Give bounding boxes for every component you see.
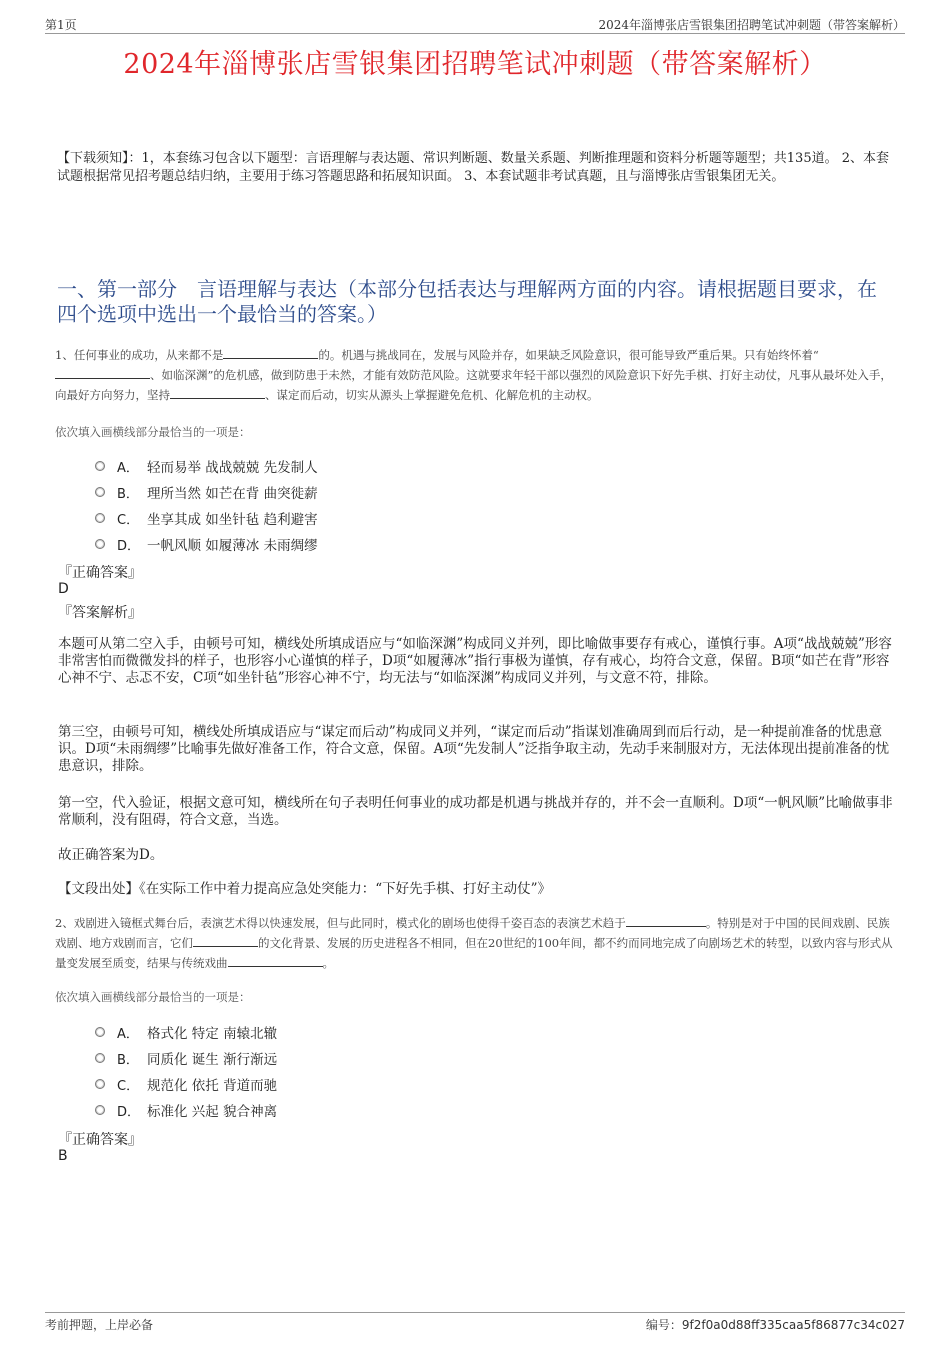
option-letter: D． xyxy=(117,538,141,554)
question-1-prompt: 依次填入画横线部分最恰当的一项是： xyxy=(55,425,251,439)
option-d[interactable] xyxy=(95,531,318,557)
option-a[interactable] xyxy=(95,453,318,479)
radio-icon[interactable] xyxy=(95,1027,105,1037)
analysis-paragraph: 第一空，代入验证，根据文意可知，横线所在句子表明任何事业的成功都是机遇与挑战并存的，并不会一直顺利。D项“一帆风顺”比喻做事非常顺利，没有阻碍，符合文意，当选。 xyxy=(58,795,893,828)
page-footer xyxy=(45,1312,905,1339)
analysis-paragraph: 本题可从第二空入手，由顿号可知，横线处所填成语应与“如临深渊”构成同义并列，即比喻做事要存有戒心，谨慎行事。A项“战战兢兢”形容非常害怕而微微发抖的样子，也形容小心谨慎的样子，D项“如履薄冰”指行事极为谨慎，存有戒心，均符合文意，保留。B项“如芒在背”形容心神不宁、忐忑不安，C项“如坐针毡”形容心神不宁，均无法与“如临深渊”构成同义并列，与文意不符，排除。 xyxy=(58,636,892,686)
fill-blank xyxy=(626,913,706,927)
option-text: 标准化 兴起 貌合神离 xyxy=(147,1104,278,1120)
option-c[interactable] xyxy=(95,1071,277,1097)
header-doc-title: 2024年淄博张店雪银集团招聘笔试冲刺题（带答案解析） xyxy=(598,18,905,32)
footer-code xyxy=(646,1316,905,1333)
page-number: 第1页 xyxy=(45,18,77,32)
option-letter: C． xyxy=(117,512,140,528)
answer-label: 『正确答案』 xyxy=(58,1132,142,1148)
q2-text-part: 。 xyxy=(322,956,334,970)
option-letter: A． xyxy=(117,1026,139,1042)
fill-blank xyxy=(193,933,258,947)
answer-label: 『正确答案』 xyxy=(58,565,142,581)
option-b[interactable] xyxy=(95,479,318,505)
question-1-text xyxy=(55,345,900,405)
radio-icon[interactable] xyxy=(95,487,105,497)
analysis-conclusion: 故正确答案为D。 xyxy=(58,847,164,863)
option-text: 规范化 依托 背道而驰 xyxy=(147,1078,278,1094)
radio-icon[interactable] xyxy=(95,461,105,471)
fill-blank xyxy=(223,345,318,359)
option-letter: B． xyxy=(117,1052,139,1068)
question-1-options xyxy=(95,453,318,557)
footer-code-label: 编号： xyxy=(645,1318,682,1332)
radio-icon[interactable] xyxy=(95,1105,105,1115)
q2-text-part: 的文化背景、发展的历史进程各不相同，但在20世纪的100年间，都不约而同地完成了向剧场艺术的转型，以致内容与形式从量变发展至质变，结果与传统戏曲 xyxy=(55,936,893,970)
option-text: 理所当然 如芒在背 曲突徙薪 xyxy=(147,486,318,502)
option-letter: B． xyxy=(117,486,139,502)
option-letter: D． xyxy=(117,1104,141,1120)
footer-slogan: 考前押题，上岸必备 xyxy=(45,1318,154,1332)
option-text: 格式化 特定 南辕北辙 xyxy=(147,1026,278,1042)
q1-text-part: 1、任何事业的成功，从来都不是 xyxy=(55,348,224,362)
q1-text-part: 、谋定而后动，切实从源头上掌握避免危机、化解危机的主动权。 xyxy=(265,388,599,402)
question-2-prompt: 依次填入画横线部分最恰当的一项是： xyxy=(55,990,251,1004)
page-title: 2024年淄博张店雪银集团招聘笔试冲刺题（带答案解析） xyxy=(123,49,827,80)
fill-blank xyxy=(228,953,323,967)
q2-text-part: 。特别是对于中国的民间戏剧、民族戏剧、地方戏剧而言，它们 xyxy=(55,916,890,950)
option-letter: C． xyxy=(117,1078,140,1094)
analysis-paragraph: 第三空，由顿号可知，横线处所填成语应与“谋定而后动”构成同义并列，“谋定而后动”指谋划准确周到而后行动，是一种提前准备的忧患意识。D项“未雨绸缪”比喻事先做好准备工作，符合文意，保留。A项“先发制人”泛指争取主动，先动手来制服对方，无法体现出提前准备的忧患意识，排除。 xyxy=(58,724,890,774)
fill-blank xyxy=(170,385,265,399)
source-citation: 【文段出处】《在实际工作中着力提高应急处突能力：“下好先手棋、打好主动仗”》 xyxy=(58,881,552,897)
question-2-options xyxy=(95,1019,277,1123)
q2-text-part: 2、戏剧进入镜框式舞台后，表演艺术得以快速发展，但与此同时，模式化的剧场也使得千姿百态的表演艺术趋于 xyxy=(55,916,626,930)
question-2-text xyxy=(55,913,900,973)
option-text: 一帆风顺 如履薄冰 未雨绸缪 xyxy=(147,538,318,554)
radio-icon[interactable] xyxy=(95,513,105,523)
radio-icon[interactable] xyxy=(95,1079,105,1089)
correct-answer: D xyxy=(58,581,69,597)
option-letter: A． xyxy=(117,460,139,476)
option-text: 轻而易举 战战兢兢 先发制人 xyxy=(147,460,318,476)
fill-blank xyxy=(55,365,150,379)
analysis-label: 『答案解析』 xyxy=(58,605,142,621)
radio-icon[interactable] xyxy=(95,539,105,549)
q1-text-part: 、如临深渊”的危机感，做到防患于未然，才能有效防范风险。这就要求年轻干部以强烈的风险意识下好先手棋、打好主动仗，凡事从最坏处入手，向最好方向努力，坚持 xyxy=(55,368,892,402)
option-c[interactable] xyxy=(95,505,318,531)
download-notice: 【下载须知】：1，本套练习包含以下题型：言语理解与表达题、常识判断题、数量关系题、判断推理题和资料分析题等题型；共135道。 2、本套试题根据常见招考题总结归纳，主要用于练习答题思路和拓展知识面。 3、本套试题非考试真题，且与淄博张店雪银集团无关。 xyxy=(57,151,889,184)
q1-text-part: 的。机遇与挑战同在，发展与风险并存，如果缺乏风险意识，很可能导致严重后果。只有始终怀着“ xyxy=(318,348,819,362)
option-b[interactable] xyxy=(95,1045,277,1071)
option-text: 坐享其成 如坐针毡 趋利避害 xyxy=(147,512,318,528)
option-text: 同质化 诞生 渐行渐远 xyxy=(147,1052,278,1068)
option-a[interactable] xyxy=(95,1019,277,1045)
section-title: 一、第一部分 言语理解与表达（本部分包括表达与理解两方面的内容。请根据题目要求，在四个选项中选出一个最恰当的答案。） xyxy=(57,277,877,326)
page-header xyxy=(45,14,905,34)
option-d[interactable] xyxy=(95,1097,277,1123)
correct-answer: B xyxy=(58,1148,68,1164)
footer-code-value: 9f2f0a0d88ff335caa5f86877c34c027 xyxy=(681,1318,905,1332)
radio-icon[interactable] xyxy=(95,1053,105,1063)
